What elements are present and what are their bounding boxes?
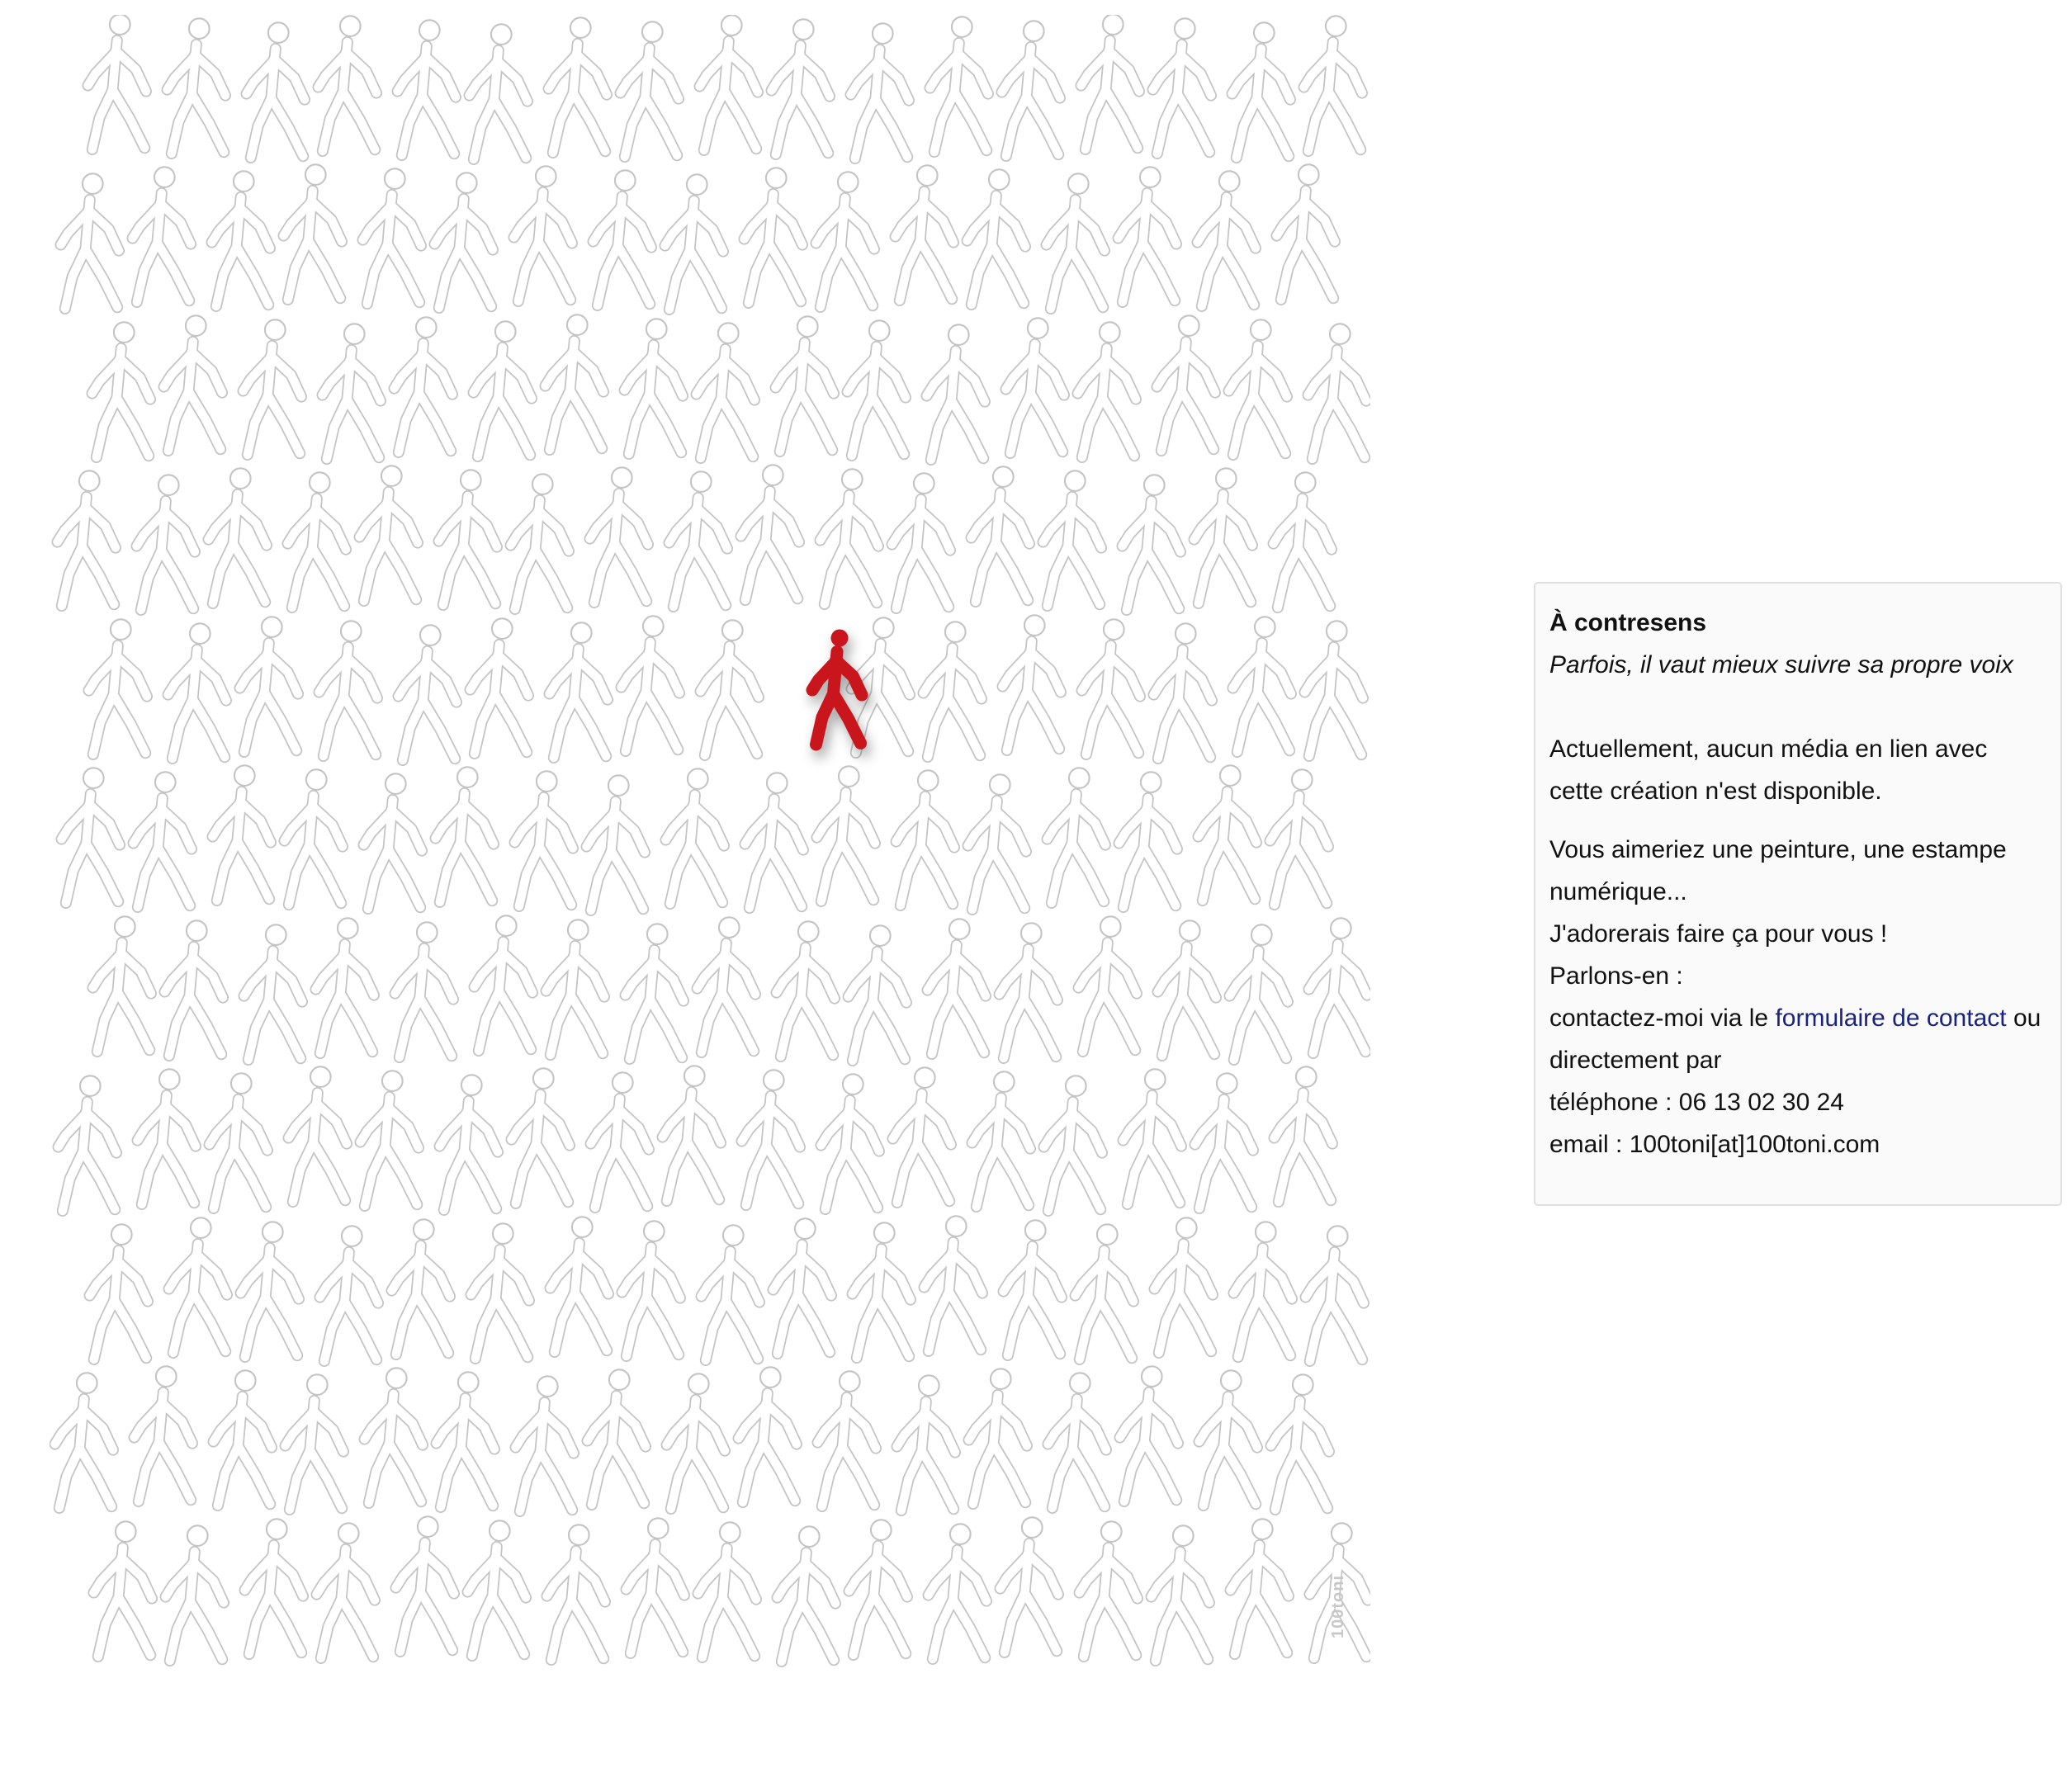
red-walking-person-icon xyxy=(812,630,862,745)
walking-person-outline-icon xyxy=(697,323,755,458)
walking-person-outline-icon xyxy=(515,771,573,906)
walking-person-outline-icon xyxy=(475,915,532,1051)
talk-text: Parlons-en : xyxy=(1549,962,1683,990)
walking-person-outline-icon xyxy=(669,471,727,607)
walking-person-outline-icon xyxy=(468,1520,526,1656)
contact-line xyxy=(1549,997,2047,1081)
contact-prefix: contactez-moi via le xyxy=(1549,1005,1769,1032)
walking-person-outline-icon xyxy=(244,319,301,455)
walking-person-outline-icon xyxy=(742,1070,800,1205)
walking-person-outline-icon xyxy=(165,920,223,1056)
walking-person-outline-icon xyxy=(1270,769,1328,905)
walking-person-outline-icon xyxy=(1157,315,1215,451)
walking-person-outline-icon xyxy=(967,169,1025,305)
email-text: email : 100toni[at]100toni.com xyxy=(1549,1131,1880,1158)
walking-person-outline-icon xyxy=(1082,619,1140,754)
walking-person-outline-icon xyxy=(968,774,1026,910)
walking-person-outline-icon xyxy=(1158,920,1216,1056)
walking-person-outline-icon xyxy=(929,1524,986,1659)
walking-person-outline-icon xyxy=(435,173,493,308)
walking-person-outline-icon xyxy=(698,917,755,1052)
walking-person-outline-icon xyxy=(137,475,195,610)
walking-person-outline-icon xyxy=(1195,1073,1253,1208)
walking-person-outline-icon xyxy=(516,1376,574,1511)
walking-person-outline-icon xyxy=(741,465,799,600)
wish-text: J'adorerais faire ça pour vous ! xyxy=(1549,920,1888,948)
walking-person-outline-icon xyxy=(1078,322,1136,457)
walking-person-outline-icon xyxy=(622,616,679,751)
walking-person-outline-icon xyxy=(437,1372,494,1507)
walking-person-outline-icon xyxy=(818,1371,876,1506)
walking-person-outline-icon xyxy=(776,316,834,451)
walking-person-outline-icon xyxy=(1044,1075,1102,1211)
walking-person-outline-icon xyxy=(849,1520,907,1655)
walking-person-outline-icon xyxy=(245,1519,303,1654)
walking-person-outline-icon xyxy=(284,164,342,300)
artwork-image xyxy=(50,15,1370,1715)
walking-person-outline-icon xyxy=(470,24,527,159)
walking-person-outline-icon xyxy=(667,1373,725,1509)
walking-person-outline-icon xyxy=(817,766,875,901)
walking-person-outline-icon xyxy=(168,623,226,759)
walking-person-outline-icon xyxy=(622,1221,680,1356)
walking-person-outline-icon xyxy=(212,171,270,306)
walking-person-outline-icon xyxy=(511,474,569,609)
walking-person-outline-icon xyxy=(821,1074,879,1209)
walking-person-outline-icon xyxy=(361,1071,419,1206)
walking-person-outline-icon xyxy=(323,324,381,459)
walking-person-outline-icon xyxy=(363,168,421,304)
walking-person-outline-icon xyxy=(853,1222,911,1358)
walking-person-outline-icon xyxy=(514,166,572,301)
walking-person-outline-icon xyxy=(969,1369,1027,1504)
walking-person-outline-icon xyxy=(739,1367,797,1502)
crowd-figures xyxy=(55,15,1368,1662)
walking-person-outline-icon xyxy=(399,625,457,760)
walking-person-outline-icon xyxy=(1152,1525,1209,1661)
walking-person-outline-icon xyxy=(169,1217,227,1353)
walking-person-outline-icon xyxy=(1308,324,1366,459)
walking-person-outline-icon xyxy=(930,17,988,152)
walking-person-outline-icon xyxy=(546,314,603,450)
walking-person-outline-icon xyxy=(244,924,302,1060)
walking-person-icon xyxy=(812,630,862,745)
walking-person-outline-icon xyxy=(512,1068,570,1203)
walking-person-outline-icon xyxy=(1309,918,1367,1053)
walking-person-outline-icon xyxy=(364,773,422,909)
walking-person-outline-icon xyxy=(627,1518,684,1653)
walking-person-outline-icon xyxy=(214,1370,272,1506)
walking-person-outline-icon xyxy=(972,1071,1030,1207)
walking-person-outline-icon xyxy=(897,1375,955,1510)
walking-person-outline-icon xyxy=(134,772,192,907)
walking-person-outline-icon xyxy=(1081,15,1139,149)
walking-person-outline-icon xyxy=(849,925,906,1061)
walking-person-outline-icon xyxy=(1080,1521,1138,1657)
walking-person-outline-icon xyxy=(286,1374,343,1510)
walking-person-outline-icon xyxy=(1048,1373,1106,1508)
walking-person-outline-icon xyxy=(1004,1220,1062,1355)
walking-person-outline-icon xyxy=(474,321,532,456)
walking-person-outline-icon xyxy=(471,618,528,754)
walking-person-outline-icon xyxy=(439,470,497,605)
walking-person-outline-icon xyxy=(1271,1374,1329,1510)
walking-person-outline-icon xyxy=(1230,924,1288,1060)
walking-person-outline-icon xyxy=(625,319,683,454)
walking-person-outline-icon xyxy=(1123,475,1180,610)
walking-person-outline-icon xyxy=(166,1525,224,1661)
walking-person-outline-icon xyxy=(1199,765,1256,901)
walking-person-outline-icon xyxy=(1120,1366,1178,1501)
walking-person-outline-icon xyxy=(138,1069,196,1204)
walking-person-outline-icon xyxy=(745,773,803,908)
walking-person-outline-icon xyxy=(777,921,835,1057)
phone-text: téléphone : 06 13 02 30 24 xyxy=(1549,1089,1844,1116)
walking-person-outline-icon xyxy=(1275,1066,1332,1202)
walking-person-outline-icon xyxy=(1076,1224,1133,1359)
contact-form-link[interactable]: formulaire de contact xyxy=(1775,1005,2007,1032)
walking-person-outline-icon xyxy=(396,1516,454,1652)
walking-person-outline-icon xyxy=(395,317,452,452)
walking-person-outline-icon xyxy=(665,174,723,310)
walking-person-outline-icon xyxy=(240,617,298,752)
walking-person-outline-icon xyxy=(590,467,648,603)
walking-person-outline-icon xyxy=(698,1522,756,1657)
walking-person-outline-icon xyxy=(546,919,604,1055)
walking-person-outline-icon xyxy=(1043,470,1101,606)
walking-person-outline-icon xyxy=(663,1066,721,1201)
walking-person-outline-icon xyxy=(816,172,874,307)
walking-person-outline-icon xyxy=(893,1067,951,1203)
walking-person-outline-icon xyxy=(247,22,305,158)
walking-person-outline-icon xyxy=(320,1226,378,1361)
walking-person-outline-icon xyxy=(587,775,645,910)
walking-person-outline-icon xyxy=(745,168,802,303)
walking-person-outline-icon xyxy=(896,165,953,300)
walking-person-outline-icon xyxy=(241,1222,299,1357)
walking-person-outline-icon xyxy=(896,770,954,905)
walking-person-outline-icon xyxy=(551,1217,608,1352)
walking-person-outline-icon xyxy=(1119,772,1177,907)
walking-person-outline-icon xyxy=(360,466,418,601)
walking-person-outline-icon xyxy=(1002,21,1060,156)
walking-person-outline-icon xyxy=(365,1368,423,1503)
walking-person-outline-icon xyxy=(55,1373,113,1508)
walking-person-outline-icon xyxy=(1274,472,1332,607)
walking-person-outline-icon xyxy=(701,620,759,755)
walking-person-outline-icon xyxy=(1194,468,1252,603)
walking-person-outline-icon xyxy=(289,1066,347,1202)
availability-text: Actuellement, aucun média en lien avec cette création n'est disponible. xyxy=(1549,735,1988,805)
walking-person-outline-icon xyxy=(436,767,494,902)
walking-person-outline-icon xyxy=(591,1072,649,1208)
walking-person-outline-icon xyxy=(1000,923,1057,1058)
walking-person-outline-icon xyxy=(59,1075,116,1211)
walking-person-outline-icon xyxy=(1199,1370,1257,1506)
walking-person-outline-icon xyxy=(892,473,950,608)
walking-person-outline-icon xyxy=(164,315,222,451)
walking-person-outline-icon xyxy=(1232,22,1290,158)
walking-person-outline-icon xyxy=(319,16,376,151)
walking-person-outline-icon xyxy=(133,167,191,302)
walking-person-outline-icon xyxy=(90,1224,148,1359)
walking-person-outline-icon xyxy=(772,19,830,154)
crowd-illustration xyxy=(50,15,1370,1715)
walking-person-outline-icon xyxy=(1155,1217,1213,1353)
walking-person-outline-icon xyxy=(1001,1517,1058,1652)
walking-person-outline-icon xyxy=(1198,171,1256,306)
walking-person-outline-icon xyxy=(1229,319,1287,455)
walking-person-outline-icon xyxy=(1234,1222,1292,1357)
walking-person-outline-icon xyxy=(778,1526,835,1662)
walking-person-outline-icon xyxy=(588,1369,646,1505)
walking-person-outline-icon xyxy=(1003,615,1061,750)
walking-person-outline-icon xyxy=(1277,164,1335,300)
walking-person-outline-icon xyxy=(471,1223,529,1359)
walking-person-outline-icon xyxy=(94,1521,152,1657)
walking-person-outline-icon xyxy=(1124,1069,1181,1204)
walking-person-outline-icon xyxy=(848,320,906,456)
walking-person-outline-icon xyxy=(972,466,1029,602)
walking-person-outline-icon xyxy=(550,622,608,758)
offer-text: Vous aimeriez une peinture, une estampe numérique... xyxy=(1549,836,2007,905)
walking-person-outline-icon xyxy=(1048,768,1105,903)
walking-person-outline-icon xyxy=(288,472,346,607)
walking-person-outline-icon xyxy=(88,15,146,149)
walking-person-outline-icon xyxy=(1305,621,1363,756)
walking-person-outline-icon xyxy=(626,924,684,1059)
walking-person-outline-icon xyxy=(666,768,724,904)
walking-person-outline-icon xyxy=(168,18,225,154)
walking-person-outline-icon xyxy=(135,1366,192,1501)
walking-person-outline-icon xyxy=(594,170,651,305)
walking-person-outline-icon xyxy=(927,324,985,460)
contact-suffix: ou directement par xyxy=(1549,1005,2041,1074)
walking-person-outline-icon xyxy=(210,1073,267,1208)
walking-person-outline-icon xyxy=(317,1523,375,1658)
walking-person-outline-icon xyxy=(440,1075,498,1210)
walking-person-outline-icon xyxy=(549,17,607,153)
walking-person-outline-icon xyxy=(1306,1226,1364,1361)
walking-person-outline-icon xyxy=(398,20,456,155)
walking-person-outline-icon xyxy=(773,1218,831,1354)
walking-person-outline-icon xyxy=(213,765,271,901)
walking-person-outline-icon xyxy=(547,1525,605,1660)
walking-person-outline-icon xyxy=(851,23,909,158)
walking-person-outline-icon xyxy=(621,21,679,157)
artwork-info-panel xyxy=(1534,582,2062,1206)
artwork-subtitle: Parfois, il vaut mieux suivre sa propre voix xyxy=(1549,651,2013,678)
walking-person-outline-icon xyxy=(1079,916,1137,1052)
walking-person-outline-icon xyxy=(928,919,986,1054)
walking-person-outline-icon xyxy=(1304,16,1362,151)
walking-person-outline-icon xyxy=(316,918,374,1053)
walking-person-outline-icon xyxy=(821,469,878,604)
walking-person-outline-icon xyxy=(1119,167,1176,302)
walking-person-outline-icon xyxy=(319,621,377,756)
walking-person-outline-icon xyxy=(61,173,119,309)
walking-person-outline-icon xyxy=(925,1216,982,1351)
walking-person-outline-icon xyxy=(1006,318,1064,453)
walking-person-outline-icon xyxy=(924,622,982,757)
walking-person-outline-icon xyxy=(62,768,120,903)
walking-person-outline-icon xyxy=(1153,18,1211,154)
walking-person-outline-icon xyxy=(58,470,116,606)
walking-person-outline-icon xyxy=(395,922,453,1057)
walking-person-outline-icon xyxy=(702,1225,759,1360)
walking-person-outline-icon xyxy=(700,15,758,150)
artist-signature: 100toni xyxy=(1329,1574,1347,1638)
walking-person-outline-icon xyxy=(1154,623,1212,759)
walking-person-outline-icon xyxy=(1231,1519,1289,1654)
walking-person-outline-icon xyxy=(285,769,343,905)
walking-person-outline-icon xyxy=(92,322,150,457)
walking-person-outline-icon xyxy=(1047,173,1105,309)
walking-person-outline-icon xyxy=(392,1219,450,1354)
artwork-title: À contresens xyxy=(1549,609,1707,636)
walking-person-outline-icon xyxy=(89,619,147,754)
walking-person-outline-icon xyxy=(93,916,151,1052)
walking-person-outline-icon xyxy=(209,468,267,603)
walking-person-outline-icon xyxy=(1233,617,1291,752)
